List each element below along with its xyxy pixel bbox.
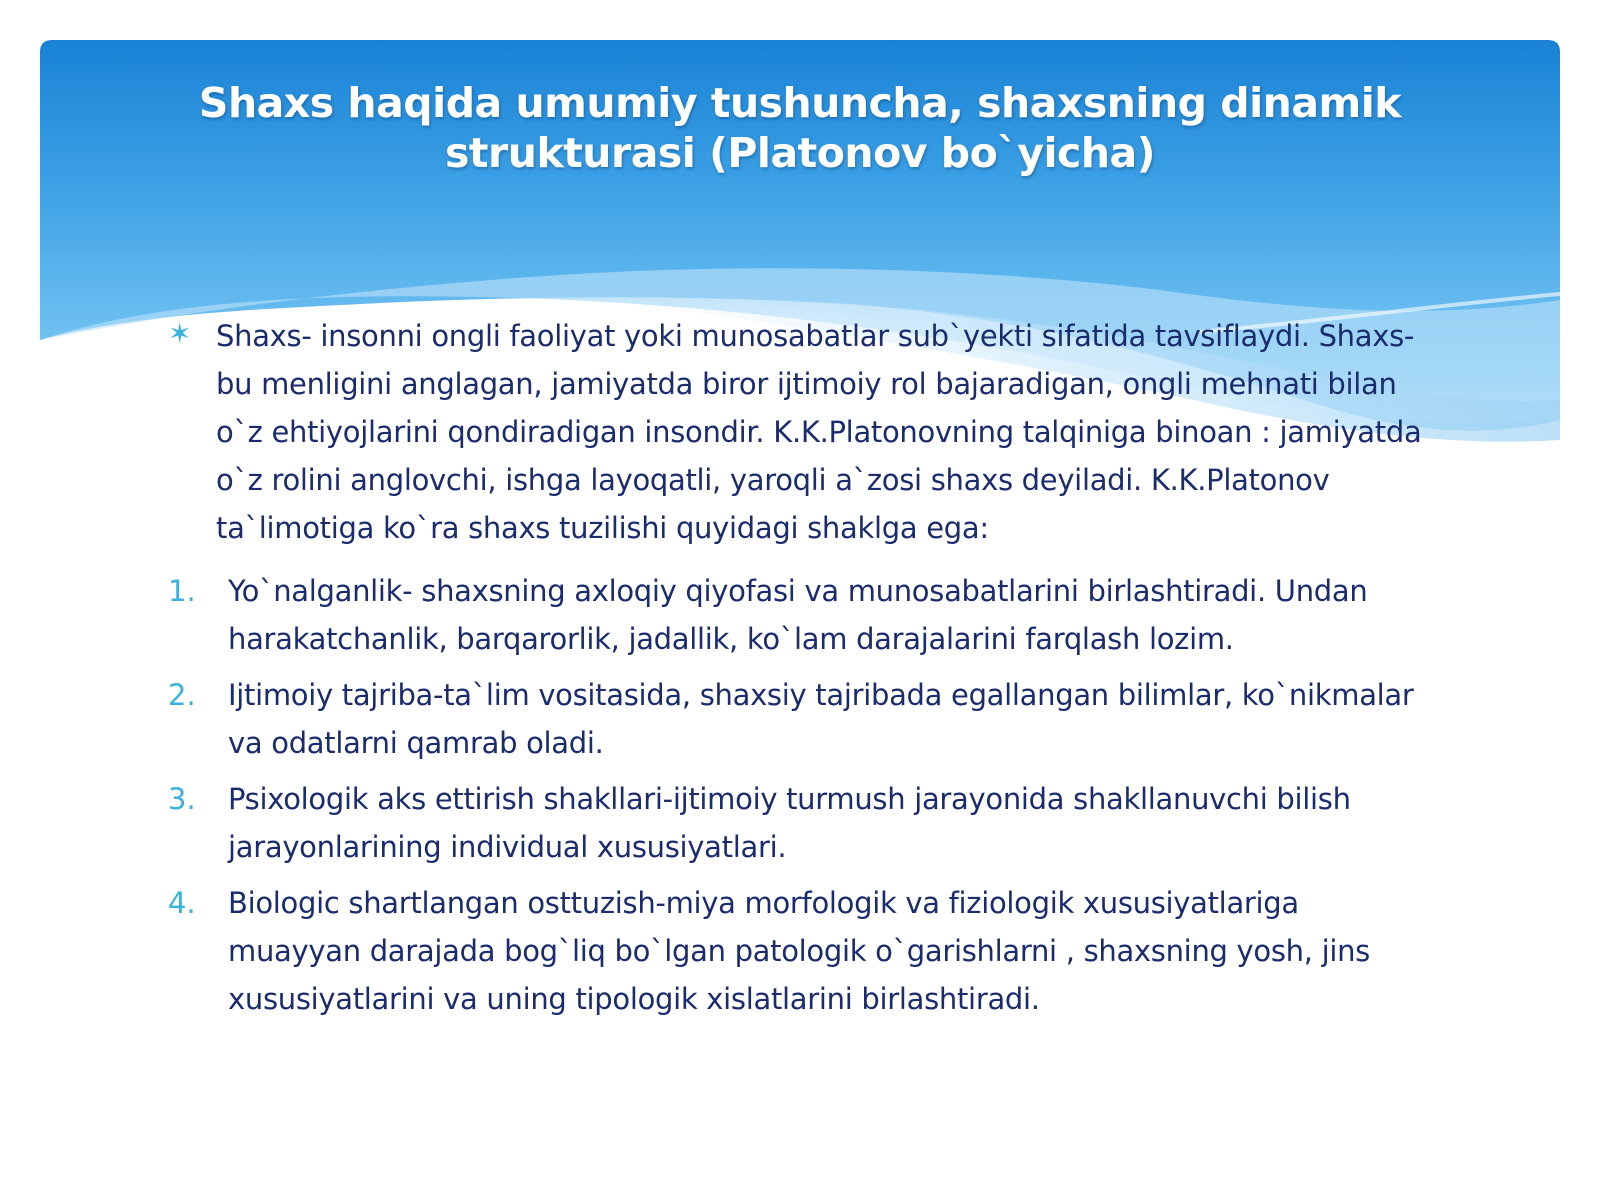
structure-list [168, 567, 1428, 1031]
list-item [168, 567, 1428, 663]
list-item-number: 4. [168, 886, 196, 920]
list-item-text: Yo`nalganlik- shaxsning axloqiy qiyofasi va munosabatlarini birlashtiradi. Undan harakatchanlik, barqarorlik, jadallik, ko`lam darajalarini farqlash lozim. [228, 574, 1368, 656]
list-item [168, 775, 1428, 871]
list-item-number: 3. [168, 782, 196, 816]
list-item-text: Biologic shartlangan osttuzish-miya morfologik va fiziologik xususiyatlariga muayyan darajada bog`liq bo`lgan patologik o`garishlarni , shaxsning yosh, jins xususiyatlarini va uning tipologik xislatlarini birlashtiradi. [228, 886, 1370, 1016]
intro-text: Shaxs- insonni ongli faoliyat yoki munosabatlar sub`yekti sifatida tavsiflaydi. Shaxs- bu menligini anglagan, jamiyatda biror ijtimoiy rol bajaradigan, ongli mehnati bilan o`z ehtiyojlarini qondiradigan insondir. K.K.Platonovning talqiniga binoan : jamiyatda o`z rolini anglovchi, ishga layoqatli, yaroqli a`zosi shaxs deyiladi. K.K.Platonov ta`limotiga ko`ra shaxs tuzilishi quyidagi shaklga ega: [216, 319, 1422, 545]
list-item-number: 2. [168, 678, 196, 712]
star-bullet-icon: ✶ [168, 317, 192, 350]
list-item-text: Ijtimoiy tajriba-ta`lim vositasida, shaxsiy tajribada egallangan bilimlar, ko`nikmalar va odatlarni qamrab oladi. [228, 678, 1414, 760]
slide-title: Shaxs haqida umumiy tushuncha, shaxsning dinamik strukturasi (Platonov bo`yicha) [198, 79, 1402, 177]
list-item [168, 671, 1428, 767]
list-item-number: 1. [168, 574, 196, 608]
list-item [168, 879, 1428, 1023]
list-item-text: Psixologik aks ettirish shakllari-ijtimoiy turmush jarayonida shakllanuvchi bilish jarayonlarining individual xususiyatlari. [228, 782, 1351, 864]
